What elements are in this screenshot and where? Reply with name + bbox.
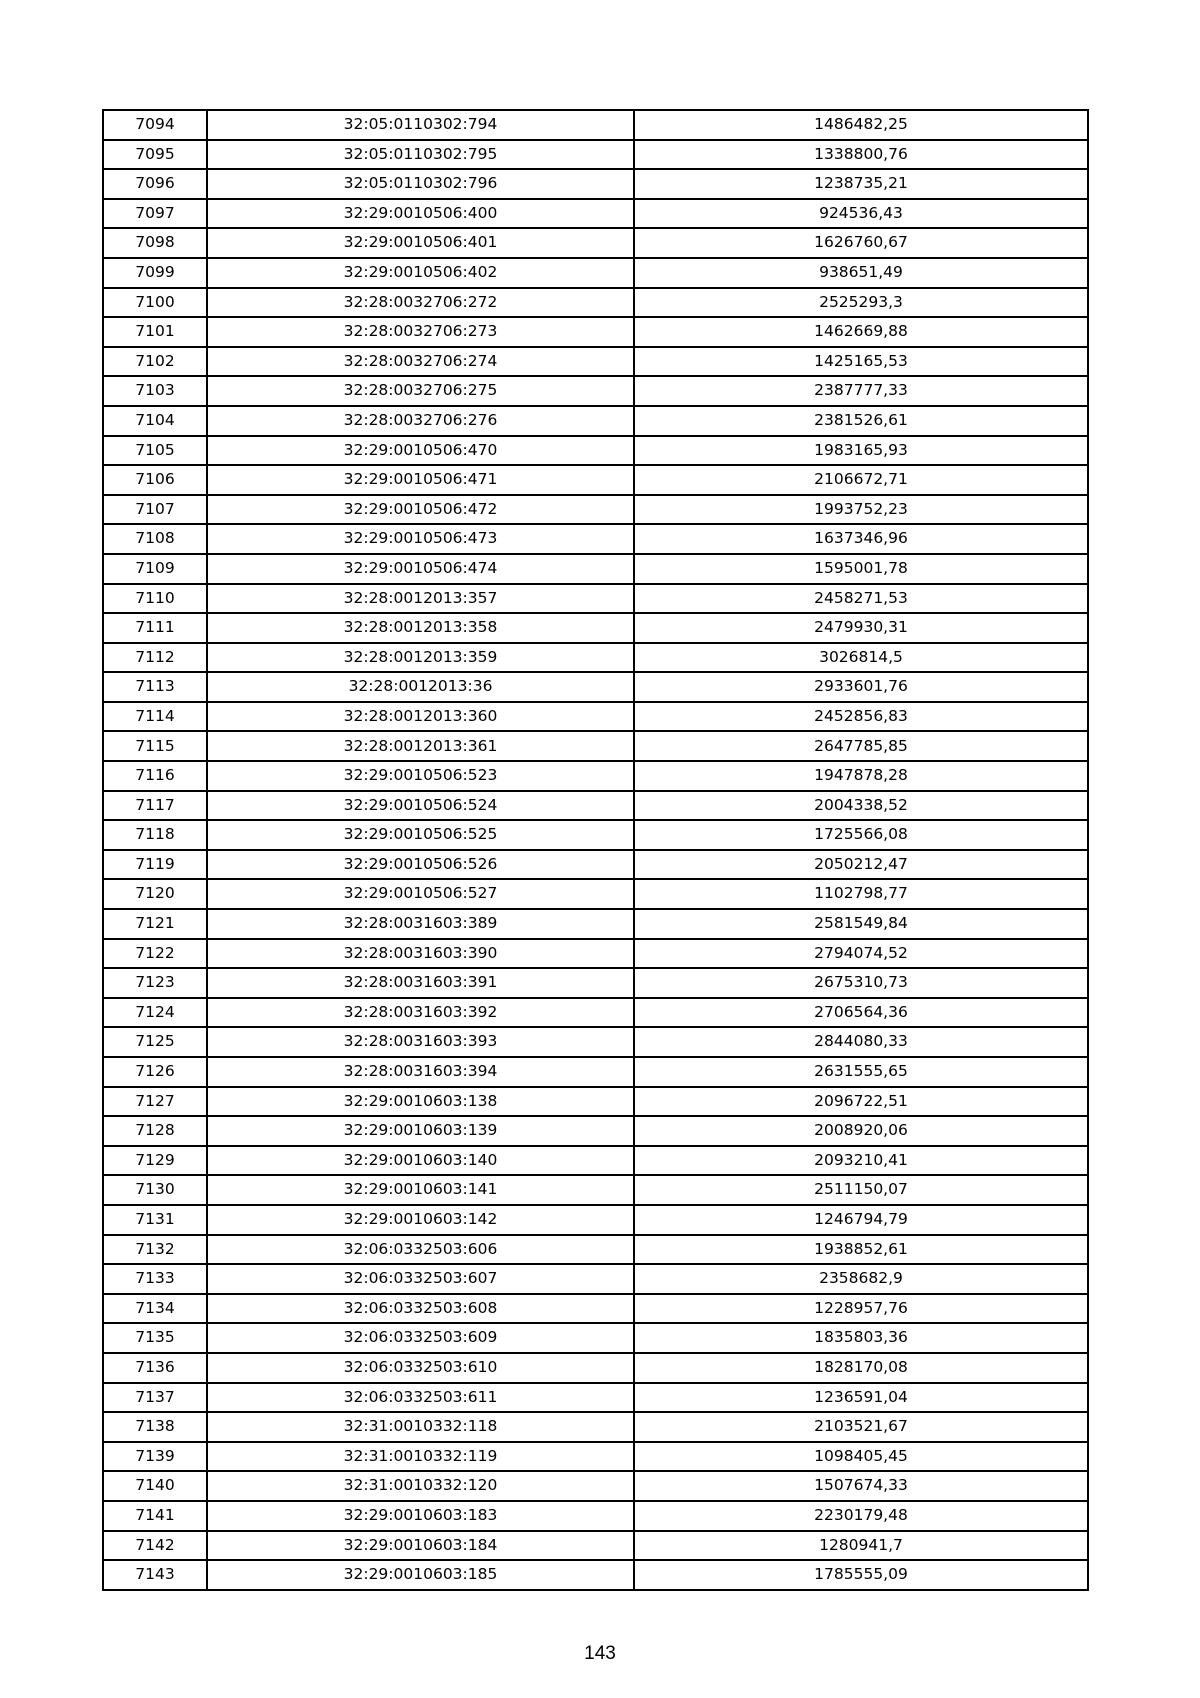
cadastral-number-cell: 32:06:0332503:607 <box>207 1264 634 1294</box>
row-number-cell: 7105 <box>103 436 207 466</box>
value-cell: 2675310,73 <box>634 968 1088 998</box>
row-number-cell: 7118 <box>103 820 207 850</box>
row-number-cell: 7137 <box>103 1383 207 1413</box>
row-number-cell: 7102 <box>103 347 207 377</box>
value-cell: 2008920,06 <box>634 1116 1088 1146</box>
row-number-cell: 7111 <box>103 613 207 643</box>
row-number-cell: 7120 <box>103 879 207 909</box>
value-cell: 2933601,76 <box>634 672 1088 702</box>
value-cell: 2358682,9 <box>634 1264 1088 1294</box>
cadastral-number-cell: 32:29:0010506:473 <box>207 524 634 554</box>
cadastral-number-cell: 32:29:0010506:470 <box>207 436 634 466</box>
row-number-cell: 7108 <box>103 524 207 554</box>
row-number-cell: 7110 <box>103 584 207 614</box>
table-row <box>103 998 1088 1028</box>
table-row <box>103 850 1088 880</box>
row-number-cell: 7099 <box>103 258 207 288</box>
table-row <box>103 1027 1088 1057</box>
row-number-cell: 7141 <box>103 1501 207 1531</box>
value-cell: 1338800,76 <box>634 140 1088 170</box>
row-number-cell: 7094 <box>103 110 207 140</box>
table-row <box>103 909 1088 939</box>
value-cell: 1236591,04 <box>634 1383 1088 1413</box>
table-row <box>103 1353 1088 1383</box>
row-number-cell: 7114 <box>103 702 207 732</box>
table-row <box>103 436 1088 466</box>
cadastral-number-cell: 32:06:0332503:609 <box>207 1323 634 1353</box>
cadastral-number-cell: 32:29:0010603:141 <box>207 1175 634 1205</box>
row-number-cell: 7098 <box>103 228 207 258</box>
page-number: 143 <box>584 1643 616 1664</box>
cadastral-number-cell: 32:28:0031603:389 <box>207 909 634 939</box>
cadastral-number-cell: 32:28:0012013:359 <box>207 643 634 673</box>
table-row <box>103 672 1088 702</box>
cadastral-number-cell: 32:29:0010506:472 <box>207 495 634 525</box>
table-row <box>103 584 1088 614</box>
row-number-cell: 7106 <box>103 465 207 495</box>
value-cell: 2844080,33 <box>634 1027 1088 1057</box>
table-row <box>103 406 1088 436</box>
cadastral-number-cell: 32:29:0010506:527 <box>207 879 634 909</box>
row-number-cell: 7134 <box>103 1294 207 1324</box>
cadastral-number-cell: 32:28:0032706:275 <box>207 376 634 406</box>
cadastral-number-cell: 32:29:0010603:140 <box>207 1146 634 1176</box>
row-number-cell: 7103 <box>103 376 207 406</box>
row-number-cell: 7100 <box>103 288 207 318</box>
table-row <box>103 228 1088 258</box>
cadastral-number-cell: 32:06:0332503:606 <box>207 1235 634 1265</box>
row-number-cell: 7115 <box>103 731 207 761</box>
table-row <box>103 376 1088 406</box>
row-number-cell: 7127 <box>103 1087 207 1117</box>
value-cell: 2479930,31 <box>634 613 1088 643</box>
table-row <box>103 879 1088 909</box>
table-row <box>103 1323 1088 1353</box>
cadastral-number-cell: 32:29:0010603:138 <box>207 1087 634 1117</box>
value-cell: 2106672,71 <box>634 465 1088 495</box>
cadastral-number-cell: 32:28:0031603:392 <box>207 998 634 1028</box>
row-number-cell: 7143 <box>103 1560 207 1590</box>
table-row <box>103 288 1088 318</box>
row-number-cell: 7121 <box>103 909 207 939</box>
table-row <box>103 495 1088 525</box>
value-cell: 1725566,08 <box>634 820 1088 850</box>
row-number-cell: 7132 <box>103 1235 207 1265</box>
row-number-cell: 7113 <box>103 672 207 702</box>
table-row <box>103 939 1088 969</box>
cadastral-number-cell: 32:05:0110302:794 <box>207 110 634 140</box>
table-row <box>103 1383 1088 1413</box>
cadastral-number-cell: 32:31:0010332:118 <box>207 1412 634 1442</box>
cadastral-number-cell: 32:05:0110302:796 <box>207 169 634 199</box>
table-row <box>103 1205 1088 1235</box>
value-cell: 2458271,53 <box>634 584 1088 614</box>
cadastral-value-table <box>102 109 1089 1591</box>
table-row <box>103 1442 1088 1472</box>
value-cell: 3026814,5 <box>634 643 1088 673</box>
table-row <box>103 643 1088 673</box>
value-cell: 2381526,61 <box>634 406 1088 436</box>
cadastral-number-cell: 32:29:0010506:400 <box>207 199 634 229</box>
table-row <box>103 524 1088 554</box>
value-cell: 1238735,21 <box>634 169 1088 199</box>
value-cell: 924536,43 <box>634 199 1088 229</box>
table-row <box>103 1235 1088 1265</box>
cadastral-number-cell: 32:31:0010332:119 <box>207 1442 634 1472</box>
cadastral-number-cell: 32:29:0010506:474 <box>207 554 634 584</box>
table-row <box>103 1264 1088 1294</box>
cadastral-number-cell: 32:28:0032706:273 <box>207 317 634 347</box>
value-cell: 2511150,07 <box>634 1175 1088 1205</box>
table-row <box>103 613 1088 643</box>
value-cell: 1637346,96 <box>634 524 1088 554</box>
value-cell: 1228957,76 <box>634 1294 1088 1324</box>
cadastral-number-cell: 32:28:0012013:358 <box>207 613 634 643</box>
cadastral-number-cell: 32:29:0010506:471 <box>207 465 634 495</box>
value-cell: 1993752,23 <box>634 495 1088 525</box>
row-number-cell: 7130 <box>103 1175 207 1205</box>
table-row <box>103 968 1088 998</box>
row-number-cell: 7117 <box>103 791 207 821</box>
row-number-cell: 7124 <box>103 998 207 1028</box>
table-row <box>103 317 1088 347</box>
cadastral-number-cell: 32:29:0010603:142 <box>207 1205 634 1235</box>
value-cell: 1507674,33 <box>634 1471 1088 1501</box>
table-row <box>103 1412 1088 1442</box>
value-cell: 1785555,09 <box>634 1560 1088 1590</box>
table-row <box>103 1471 1088 1501</box>
row-number-cell: 7139 <box>103 1442 207 1472</box>
value-cell: 2093210,41 <box>634 1146 1088 1176</box>
row-number-cell: 7116 <box>103 761 207 791</box>
table-row <box>103 1175 1088 1205</box>
cadastral-number-cell: 32:29:0010506:402 <box>207 258 634 288</box>
value-cell: 2581549,84 <box>634 909 1088 939</box>
cadastral-number-cell: 32:29:0010603:185 <box>207 1560 634 1590</box>
value-cell: 2647785,85 <box>634 731 1088 761</box>
row-number-cell: 7136 <box>103 1353 207 1383</box>
value-cell: 1246794,79 <box>634 1205 1088 1235</box>
row-number-cell: 7109 <box>103 554 207 584</box>
table-row <box>103 791 1088 821</box>
row-number-cell: 7097 <box>103 199 207 229</box>
value-cell: 1425165,53 <box>634 347 1088 377</box>
value-cell: 1835803,36 <box>634 1323 1088 1353</box>
table-row <box>103 1116 1088 1146</box>
row-number-cell: 7142 <box>103 1531 207 1561</box>
value-cell: 2387777,33 <box>634 376 1088 406</box>
table-row <box>103 1146 1088 1176</box>
row-number-cell: 7101 <box>103 317 207 347</box>
cadastral-number-cell: 32:29:0010603:139 <box>207 1116 634 1146</box>
cadastral-number-cell: 32:28:0031603:394 <box>207 1057 634 1087</box>
value-cell: 2794074,52 <box>634 939 1088 969</box>
row-number-cell: 7112 <box>103 643 207 673</box>
row-number-cell: 7140 <box>103 1471 207 1501</box>
value-cell: 1626760,67 <box>634 228 1088 258</box>
table-row <box>103 258 1088 288</box>
row-number-cell: 7138 <box>103 1412 207 1442</box>
cadastral-number-cell: 32:28:0031603:393 <box>207 1027 634 1057</box>
value-cell: 1098405,45 <box>634 1442 1088 1472</box>
table-row <box>103 199 1088 229</box>
value-cell: 2230179,48 <box>634 1501 1088 1531</box>
table-row <box>103 820 1088 850</box>
table-row <box>103 702 1088 732</box>
row-number-cell: 7122 <box>103 939 207 969</box>
cadastral-number-cell: 32:28:0032706:274 <box>207 347 634 377</box>
row-number-cell: 7131 <box>103 1205 207 1235</box>
row-number-cell: 7123 <box>103 968 207 998</box>
cadastral-number-cell: 32:06:0332503:610 <box>207 1353 634 1383</box>
table-row <box>103 110 1088 140</box>
row-number-cell: 7095 <box>103 140 207 170</box>
value-cell: 1280941,7 <box>634 1531 1088 1561</box>
value-cell: 2050212,47 <box>634 850 1088 880</box>
row-number-cell: 7129 <box>103 1146 207 1176</box>
cadastral-number-cell: 32:29:0010506:401 <box>207 228 634 258</box>
table-row <box>103 1057 1088 1087</box>
value-cell: 2004338,52 <box>634 791 1088 821</box>
cadastral-number-cell: 32:28:0032706:276 <box>207 406 634 436</box>
value-cell: 1938852,61 <box>634 1235 1088 1265</box>
cadastral-number-cell: 32:28:0012013:361 <box>207 731 634 761</box>
cadastral-number-cell: 32:28:0012013:36 <box>207 672 634 702</box>
value-cell: 1462669,88 <box>634 317 1088 347</box>
row-number-cell: 7119 <box>103 850 207 880</box>
cadastral-number-cell: 32:28:0032706:272 <box>207 288 634 318</box>
value-cell: 1102798,77 <box>634 879 1088 909</box>
table-row <box>103 554 1088 584</box>
table-body <box>103 110 1088 1590</box>
row-number-cell: 7107 <box>103 495 207 525</box>
value-cell: 1595001,78 <box>634 554 1088 584</box>
table-row <box>103 465 1088 495</box>
value-cell: 2103521,67 <box>634 1412 1088 1442</box>
cadastral-number-cell: 32:29:0010506:525 <box>207 820 634 850</box>
value-cell: 2631555,65 <box>634 1057 1088 1087</box>
row-number-cell: 7096 <box>103 169 207 199</box>
cadastral-number-cell: 32:06:0332503:611 <box>207 1383 634 1413</box>
cadastral-number-cell: 32:29:0010603:184 <box>207 1531 634 1561</box>
cadastral-number-cell: 32:28:0031603:390 <box>207 939 634 969</box>
cadastral-number-cell: 32:28:0012013:360 <box>207 702 634 732</box>
table-row <box>103 1087 1088 1117</box>
row-number-cell: 7104 <box>103 406 207 436</box>
row-number-cell: 7126 <box>103 1057 207 1087</box>
table-row <box>103 169 1088 199</box>
row-number-cell: 7125 <box>103 1027 207 1057</box>
table-row <box>103 1501 1088 1531</box>
value-cell: 1983165,93 <box>634 436 1088 466</box>
cadastral-number-cell: 32:05:0110302:795 <box>207 140 634 170</box>
row-number-cell: 7128 <box>103 1116 207 1146</box>
table-row <box>103 731 1088 761</box>
table-row <box>103 140 1088 170</box>
table-row <box>103 1294 1088 1324</box>
value-cell: 2525293,3 <box>634 288 1088 318</box>
cadastral-number-cell: 32:29:0010603:183 <box>207 1501 634 1531</box>
value-cell: 2452856,83 <box>634 702 1088 732</box>
table-row <box>103 347 1088 377</box>
table-row <box>103 1531 1088 1561</box>
cadastral-number-cell: 32:29:0010506:526 <box>207 850 634 880</box>
value-cell: 1947878,28 <box>634 761 1088 791</box>
value-cell: 2706564,36 <box>634 998 1088 1028</box>
cadastral-number-cell: 32:06:0332503:608 <box>207 1294 634 1324</box>
value-cell: 938651,49 <box>634 258 1088 288</box>
cadastral-number-cell: 32:28:0012013:357 <box>207 584 634 614</box>
cadastral-number-cell: 32:29:0010506:524 <box>207 791 634 821</box>
table-row <box>103 1560 1088 1590</box>
table-row <box>103 761 1088 791</box>
value-cell: 1486482,25 <box>634 110 1088 140</box>
value-cell: 2096722,51 <box>634 1087 1088 1117</box>
cadastral-number-cell: 32:28:0031603:391 <box>207 968 634 998</box>
cadastral-number-cell: 32:29:0010506:523 <box>207 761 634 791</box>
cadastral-number-cell: 32:31:0010332:120 <box>207 1471 634 1501</box>
row-number-cell: 7135 <box>103 1323 207 1353</box>
value-cell: 1828170,08 <box>634 1353 1088 1383</box>
row-number-cell: 7133 <box>103 1264 207 1294</box>
